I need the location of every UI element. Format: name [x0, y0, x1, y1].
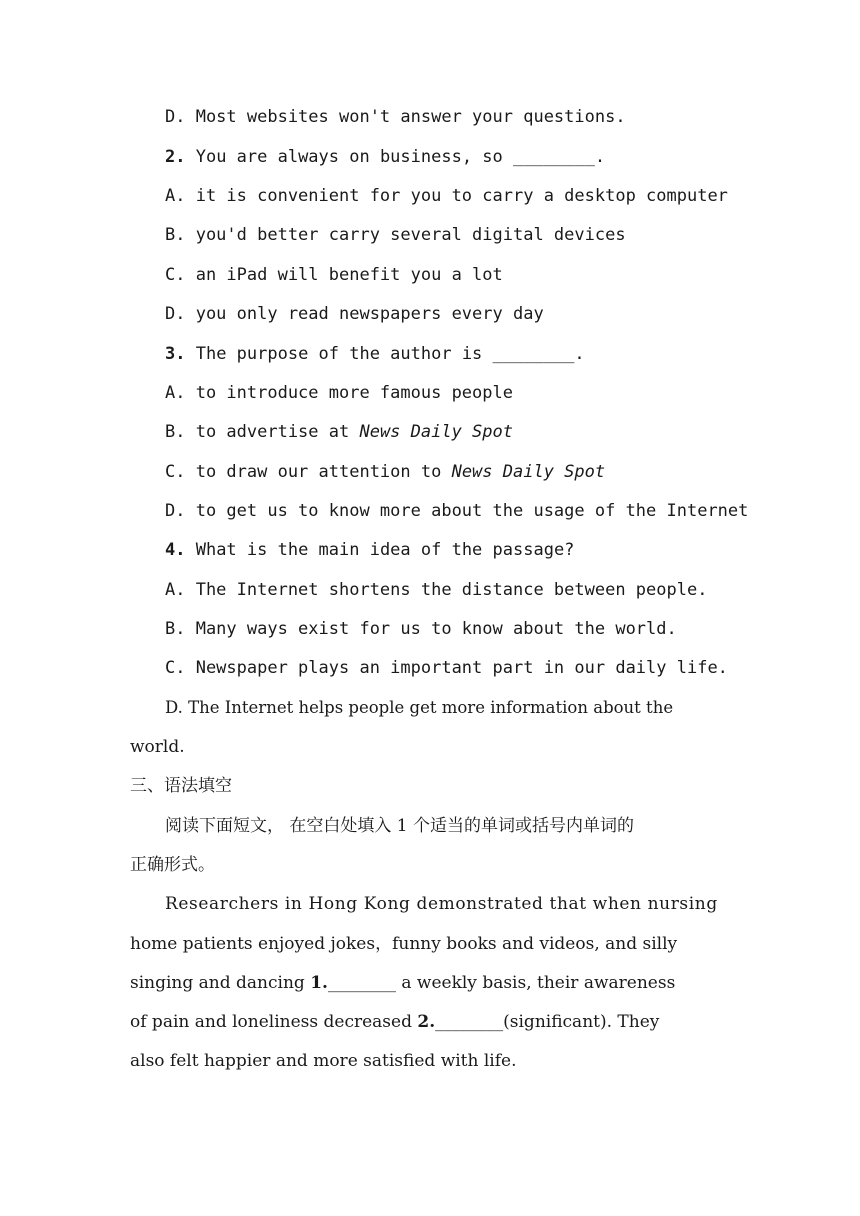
q4-option-b: B. Many ways exist for us to know about the world.	[165, 619, 677, 639]
passage-line-4	[130, 1007, 730, 1037]
q4-question	[165, 535, 730, 565]
passage-line-2: home patients enjoyed jokes，funny books and videos, and silly	[130, 934, 678, 954]
q3-option-c-text: C. to draw our attention to	[165, 462, 452, 482]
q1-option-d: D. Most websites won't answer your questions.	[165, 107, 626, 127]
q2-stem: You are always on business, so ________.	[185, 147, 606, 167]
section-heading: 三、语法填空	[130, 776, 232, 796]
q3-option-d: D. to get us to know more about the usage of the Internet	[165, 501, 749, 521]
q2-number: 2.	[165, 147, 186, 167]
q3-option-a: A. to introduce more famous people	[165, 383, 513, 403]
blank-1-number: 1.	[310, 973, 328, 993]
q4-option-a: A. The Internet shortens the distance between people.	[165, 580, 708, 600]
passage-line-4-text: of pain and loneliness decreased	[130, 1012, 418, 1032]
passage-line-3-text: singing and dancing	[130, 973, 311, 993]
blank-2-number: 2.	[417, 1012, 436, 1032]
q4-option-d-continued: world.	[130, 737, 185, 757]
q3-option-c-italic: News Daily Spot	[451, 462, 606, 482]
q4-option-d: D. The Internet helps people get more information about the	[165, 698, 674, 717]
q3-stem: The purpose of the author is ________.	[185, 344, 585, 364]
q4-stem: What is the main idea of the passage?	[185, 540, 575, 560]
q3-question	[165, 339, 730, 369]
q2-option-a: A. it is convenient for you to carry a desktop computer	[165, 186, 728, 206]
passage-line-5: also felt happier and more satisfied with life.	[130, 1051, 517, 1071]
q3-option-c	[165, 457, 730, 487]
blank-1: ________	[327, 973, 396, 993]
passage-line-3-text-end: a weekly basis, their awareness	[395, 973, 676, 993]
q4-option-c: C. Newspaper plays an important part in our daily life.	[165, 658, 728, 678]
q2-option-d: D. you only read newspapers every day	[165, 304, 544, 324]
passage-line-3	[130, 968, 730, 998]
q3-option-b	[165, 417, 730, 447]
q3-option-b-text: B. to advertise at	[165, 422, 360, 442]
section-instruction: 阅读下面短文， 在空白处填入 1 个适当的单词或括号内单词的	[165, 816, 635, 836]
passage-line-4-text-end: (significant). They	[503, 1012, 660, 1032]
section-instruction-continued: 正确形式。	[130, 855, 215, 875]
q3-number: 3.	[165, 344, 186, 364]
q4-number: 4.	[165, 540, 186, 560]
passage-line-1: Researchers in Hong Kong demonstrated that when nursing	[165, 894, 718, 914]
blank-2: ________	[435, 1012, 504, 1032]
q3-option-b-italic: News Daily Spot	[359, 422, 513, 442]
q2-question	[165, 142, 730, 172]
q2-option-c: C. an iPad will benefit you a lot	[165, 265, 503, 285]
q2-option-b: B. you'd better carry several digital devices	[165, 225, 626, 245]
